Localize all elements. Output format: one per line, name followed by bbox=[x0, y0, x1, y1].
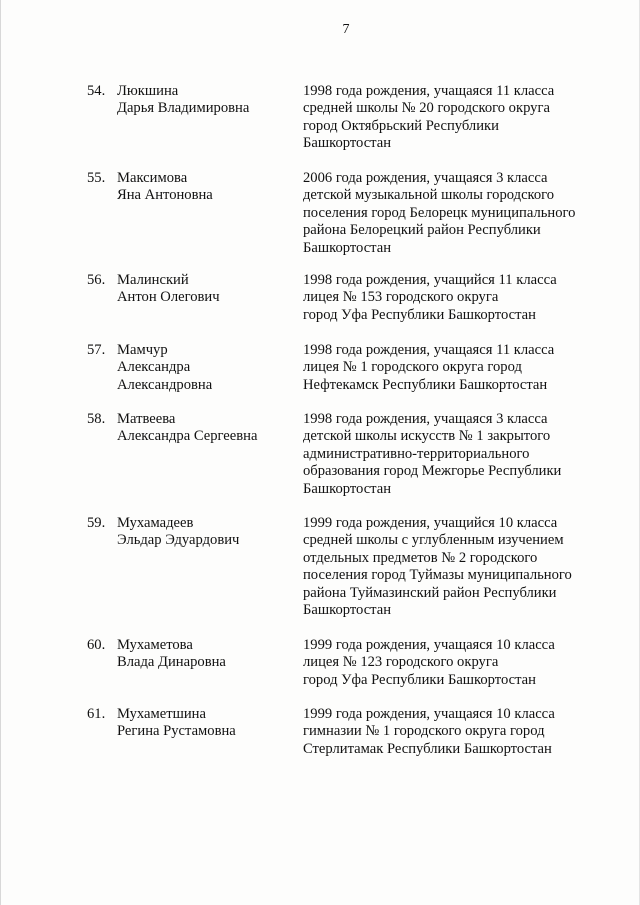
entry-name-line: Мухаметова bbox=[117, 637, 193, 653]
entry-description-line: 1998 года рождения, учащаяся 11 класса bbox=[303, 83, 555, 99]
entry-description-line: Башкортостан bbox=[303, 480, 392, 497]
entry-name bbox=[117, 272, 292, 307]
entry-name bbox=[117, 170, 292, 205]
entry-description bbox=[303, 706, 603, 758]
entry-description-line: поселения город Белорецк муниципального bbox=[303, 204, 576, 221]
entry-name-line: Регина Рустамовна bbox=[117, 723, 236, 740]
entry-description-line: 1998 года рождения, учащаяся 3 класса bbox=[303, 411, 548, 427]
entry-description-line: лицея № 1 городского округа город bbox=[303, 359, 522, 376]
entry-name-line: Эльдар Эдуардович bbox=[117, 532, 240, 549]
entry-description bbox=[303, 637, 603, 689]
entry-description-line: 1999 года рождения, учащаяся 10 класса bbox=[303, 706, 555, 722]
entry-number: 54. bbox=[87, 83, 106, 99]
entry-name-line: Максимова bbox=[117, 170, 188, 186]
entry-description-line: город Уфа Республики Башкортостан bbox=[303, 306, 536, 323]
entry-description-line: поселения город Туймазы муниципального bbox=[303, 567, 572, 584]
entry-description bbox=[303, 515, 603, 619]
entry-description-line: средней школы № 20 городского округа bbox=[303, 100, 550, 117]
page-number: 7 bbox=[342, 22, 350, 37]
entry-description-line: образования город Межгорье Республики bbox=[303, 463, 562, 480]
entry-name-line: Александра bbox=[117, 359, 191, 376]
entry-name-line: Мухамадеев bbox=[117, 515, 194, 531]
entry-description-line: района Туймазинский район Республики bbox=[303, 584, 557, 601]
entry-description-line: 1998 года рождения, учащийся 11 класса bbox=[303, 272, 557, 288]
entry-number: 59. bbox=[87, 515, 106, 531]
entry-description-line: детской музыкальной школы городского bbox=[303, 187, 555, 204]
entry-description-line: 2006 года рождения, учащаяся 3 класса bbox=[303, 170, 548, 186]
entry-description-line: средней школы с углубленным изучением bbox=[303, 532, 564, 549]
entry-number: 60. bbox=[87, 637, 106, 653]
entry-name-line: Антон Олегович bbox=[117, 289, 220, 306]
entry-description-line: детской школы искусств № 1 закрытого bbox=[303, 428, 551, 445]
entry-description-line: 1999 года рождения, учащаяся 10 класса bbox=[303, 637, 555, 653]
entry-description bbox=[303, 342, 603, 394]
entry-name-line: Люкшина bbox=[117, 83, 179, 99]
entry-description-line: город Октябрьский Республики bbox=[303, 117, 499, 134]
entry-description-line: Башкортостан bbox=[303, 135, 392, 152]
entry-number: 58. bbox=[87, 411, 106, 427]
entry-description-line: Башкортостан bbox=[303, 239, 392, 256]
entry-name-line: Александровна bbox=[117, 376, 213, 393]
entry-name-line: Александра Сергеевна bbox=[117, 428, 258, 445]
entry-name-line: Мамчур bbox=[117, 342, 168, 358]
entry-number: 61. bbox=[87, 706, 106, 722]
entry-name-line: Матвеева bbox=[117, 411, 176, 427]
entry-name bbox=[117, 637, 292, 672]
entry-description-line: гимназии № 1 городского округа город bbox=[303, 723, 545, 740]
entry-name-line: Мухаметшина bbox=[117, 706, 206, 722]
entry-description-line: Нефтекамск Республики Башкортостан bbox=[303, 376, 548, 393]
entry-name-line: Дарья Владимировна bbox=[117, 100, 250, 117]
entry-description-line: лицея № 153 городского округа bbox=[303, 289, 499, 306]
entry-description-line: Стерлитамак Республики Башкортостан bbox=[303, 740, 552, 757]
entry-number: 56. bbox=[87, 272, 106, 288]
entry-number: 55. bbox=[87, 170, 106, 186]
entry-number: 57. bbox=[87, 342, 106, 358]
entry-description-line: 1998 года рождения, учащаяся 11 класса bbox=[303, 342, 555, 358]
entry-description-line: района Белорецкий район Республики bbox=[303, 222, 541, 239]
entry-name-line: Малинский bbox=[117, 272, 189, 288]
entry-name bbox=[117, 515, 292, 550]
entry-description-line: административно-территориального bbox=[303, 445, 530, 462]
entry-name-line: Влада Динаровна bbox=[117, 654, 226, 671]
entry-description bbox=[303, 170, 603, 257]
entry-description bbox=[303, 411, 603, 498]
entry-name bbox=[117, 411, 292, 446]
entry-description-line: 1999 года рождения, учащийся 10 класса bbox=[303, 515, 558, 531]
entry-description-line: отдельных предметов № 2 городского bbox=[303, 549, 538, 566]
entry-name bbox=[117, 83, 292, 118]
entry-description-line: лицея № 123 городского округа bbox=[303, 654, 499, 671]
entry-name-line: Яна Антоновна bbox=[117, 187, 213, 204]
entry-name bbox=[117, 706, 292, 741]
entry-description-line: Башкортостан bbox=[303, 602, 392, 619]
entry-description bbox=[303, 272, 603, 324]
entry-description-line: город Уфа Республики Башкортостан bbox=[303, 671, 536, 688]
entry-name bbox=[117, 342, 292, 394]
entry-description bbox=[303, 83, 603, 153]
